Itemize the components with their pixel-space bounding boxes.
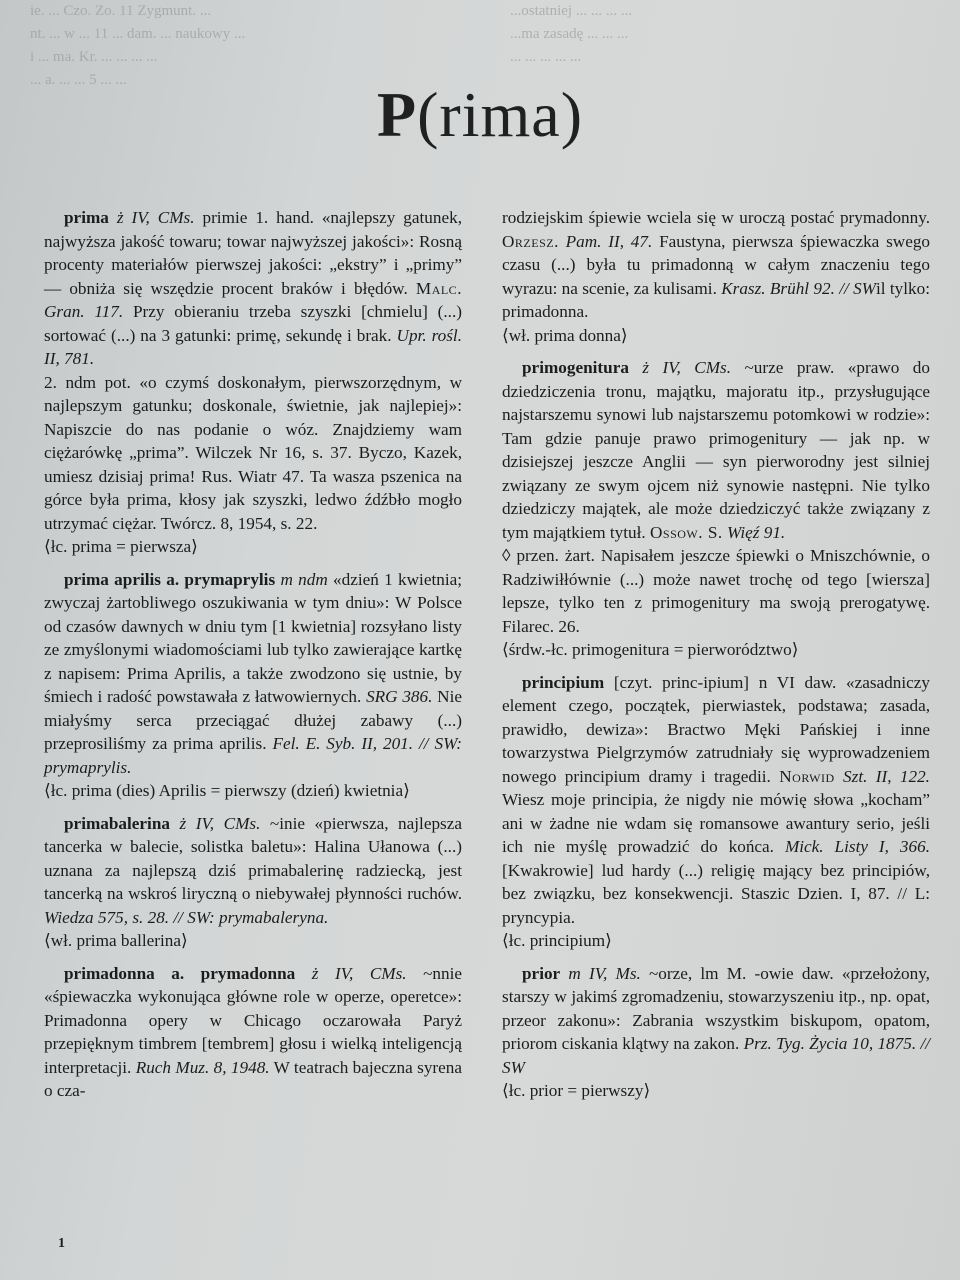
citation: Mick. Listy I, 366. — [784, 837, 930, 856]
citation: Ruch Muz. 8, 1948. — [135, 1057, 270, 1077]
entry-headword: primadonna a. prymadonna — [64, 963, 296, 983]
citation: Szt. II, 122. — [834, 766, 930, 786]
show-through-line: ...ostatniej ... ... ... ... — [510, 3, 633, 19]
dictionary-entry — [44, 568, 462, 803]
citation: Fel. E. Syb. II, 201. // SW: prymaprylis. — [44, 734, 462, 777]
entry-text: primie 1. hand. «najlepszy gatunek, najwyższa jakość towaru; towar najwyższej jakości»: Rosną procenty materiałów pierwszej jakości: „ekstry” i „primy” — obniża się wszędzie procent braków i błędów. — [44, 208, 463, 298]
show-through-line: ...ma zasadę ... ... ... — [510, 26, 629, 42]
dictionary-entry — [44, 962, 462, 1103]
grammar-note: m ndm — [280, 569, 328, 589]
citation: SRG 386. — [366, 687, 433, 706]
etymology: ⟨łc. prima = pierwsza⟩ — [44, 537, 198, 556]
grammar-note: ż IV, CMs. — [311, 963, 407, 983]
entry-text: W teatrach bajeczna syrena o cza- — [44, 1057, 463, 1100]
dictionary-entry — [44, 812, 462, 953]
heading-initial: P — [377, 79, 418, 150]
show-through-line: i ... ma. Kr. ... ... ... ... — [30, 49, 158, 65]
etymology: ⟨łc. principium⟩ — [502, 931, 612, 950]
dictionary-entry — [44, 206, 462, 559]
source-author: Orzesz. — [502, 231, 559, 251]
etymology: ⟨łc. prima (dies) Aprilis = pierwszy (dzień) kwietnia⟩ — [44, 781, 410, 800]
entry-text: «dzień 1 kwietnia; zwyczaj żartobliwego oszukiwania w tym dniu»: W Polsce od czasów dawnych w dniu tym [1 kwietnia] rozsyłano listy ze zmyślonymi wiadomościami lub tylko zawierające kartkę z napisem: Prima Aprilis, a także zwodzono się ustnie, by śmiech i radość powstawała z łatwowiernych. — [44, 569, 463, 706]
dictionary-entry — [502, 962, 930, 1103]
show-through-line: nt. ... w ... 11 ... dam. ... naukowy ... — [30, 26, 246, 42]
entry-text: Przy obieraniu trzeba szyszki [chmielu] (...) sortować (...) na 3 gatunki: primę, sekundę i brak. — [44, 302, 462, 345]
section-heading — [0, 78, 960, 152]
entry-text: il tylko: primadonna. — [502, 278, 930, 321]
entry-text: [czyt. princ-ipium] n VI daw. «zasadniczy element czego, początek, pierwiastek, podstawa; zasada, prawidło, dewiza»: Bractwo Męki Pańskiej i inne towarzystwa Pielgrzymów zatrudniały się wyprowadzeniem nowego principium dramy i tragedii. — [502, 672, 930, 786]
citation: Pam. II, 47. — [558, 231, 653, 251]
citation: Gran. 117. — [44, 302, 124, 321]
dictionary-entry-continued — [502, 206, 930, 347]
grammar-note: m IV, Ms. — [568, 963, 641, 983]
entry-headword: primogenitura — [522, 358, 629, 377]
entry-headword: prima aprilis a. prymaprylis — [64, 569, 276, 589]
dictionary-entry — [502, 356, 930, 662]
entry-text: ~nnie «śpiewaczka wykonująca główne role w operze, operetce»: Primadonna opery w Chicago oczarowała Paryż przepięknym timbrem [tembrem] głosu i wielką inteligencją interpretacji. — [44, 963, 463, 1077]
entry-text: [Kwakrowie] lud hardy (...) religię mający bez principiów, bez związku, bez konsekwencji. Staszic Dzien. I, 87. // L: pryncypia. — [502, 860, 930, 927]
show-through-line: ... a. ... ... 5 ... ... — [30, 72, 127, 88]
source-author: Ossow. S. — [649, 522, 723, 542]
right-column — [502, 206, 930, 1112]
entry-text: ~urze praw. «prawo do dziedziczenia tronu, majątku, majoratu itp., przysługujące najstarszemu synowi lub najstarszemu potomkowi w rodzie»: Tam gdzie panuje prawo primogenitury — jak np. w dzisiejszej jeszcze Anglii — syn pierworodny jest silniej związany ze swym ojcem niż synowie następni. Nie tylko dziedziczy majątek, ale może dziedziczyć także związany z tym majątkiem tytuł. — [502, 358, 930, 542]
etymology: ⟨śrdw.-łc. primogenitura = pierworództwo⟩ — [502, 640, 799, 659]
citation: Wiedza 575, s. 28. // SW: prymabaleryna. — [44, 907, 329, 927]
heading-rest: (rima) — [417, 79, 583, 150]
entry-text: ~orze, lm M. -owie daw. «przełożony, starszy w jakimś zgromadzeniu, stowarzyszeniu itp., np. opat, przeor zakonu»: Zabrania wszystkim biskupom, opatom, priorom ciskania klątwy na zakon. — [502, 963, 930, 1053]
etymology: ⟨wł. prima donna⟩ — [502, 325, 628, 345]
entry-text: ~inie «pierwsza, najlepsza tancerka w balecie, solistka baletu»: Halina Ułanowa (...) uznana za najlepszą dziś primabalerinę radziecką, jest tancerką na wskroś liryczną o niebywałej płynności ruchów. — [44, 813, 462, 903]
citation: Krasz. Brühl 92. // SW — [721, 278, 876, 298]
entry-headword: primabalerina — [64, 813, 170, 833]
left-column — [44, 206, 462, 1112]
grammar-note: ż IV, CMs. — [116, 208, 195, 227]
source-author: Norwid — [779, 766, 835, 786]
entry-text: Nie miałyśmy serca przeciągać dłużej zabawy (...) przeprosiliśmy za prima aprilis. — [44, 687, 462, 753]
entry-headword: prima — [64, 208, 109, 227]
dictionary-entry — [502, 671, 930, 953]
entry-text: Faustyna, pierwsza śpiewaczka swego czasu (...) była tu primadonną w całym znaczeniu tego wyrazu: na scenie, za kulisami. — [502, 231, 931, 298]
show-through-line: ie. ... Czo. Zo. 11 Zygmunt. ... — [30, 3, 212, 19]
etymology: ⟨wł. prima ballerina⟩ — [44, 931, 188, 950]
show-through-line: ... ... ... ... ... — [510, 49, 582, 65]
source-author: Malc. — [415, 278, 462, 298]
entry-headword: principium — [522, 672, 605, 692]
entry-sense: ◊ przen. żart. Napisałem jeszcze śpiewki o Mniszchównie, o Radziwiłłównie (...) może nawet trochę od tego [wiersza] lepsze, tylko ten z primogenitury ma swoją prerogatywę. Filarec. 26. — [502, 546, 930, 636]
citation: Upr. rośl. II, 781. — [44, 325, 462, 368]
grammar-note: ż IV, CMs. — [179, 813, 261, 833]
etymology: ⟨łc. prior = pierwszy⟩ — [502, 1081, 651, 1100]
citation: Więź 91. — [722, 522, 786, 542]
grammar-note: ż IV, CMs. — [642, 358, 732, 377]
entry-sense: 2. ndm pot. «o czymś doskonałym, pierwszorzędnym, w najlepszym gatunku; doskonale, świetnie, jak najlepiej»: Napiszcie do nas podanie o wóz. Znajdziemy wam ciężarówkę „prima”. Wilczek Nr 16, s. 37. Byczo, Kazek, umiesz dzisiaj prima! Rus. Wiatr 47. Ta wasza pszenica na górce była prima, kłosy jak szyszki, ledwo źdźbło mogło utrzymać ciężar. Twórcz. 8, 1954, s. 22. — [44, 372, 462, 533]
entry-text: Wiesz moje principia, że nigdy nie mówię słowa „kocham” ani w żadne nie wdam się romansowe awantury serio, jeśli ich nie myślę prowadzić do końca. — [502, 790, 930, 856]
show-through-text-right — [510, 0, 940, 69]
citation: Prz. Tyg. Życia 10, 1875. // SW — [502, 1034, 930, 1077]
entry-text: rodziejskim śpiewie wciela się w uroczą postać prymadonny. — [502, 208, 930, 227]
page-folio: 1 — [58, 1236, 65, 1251]
entry-headword: prior — [522, 963, 561, 983]
